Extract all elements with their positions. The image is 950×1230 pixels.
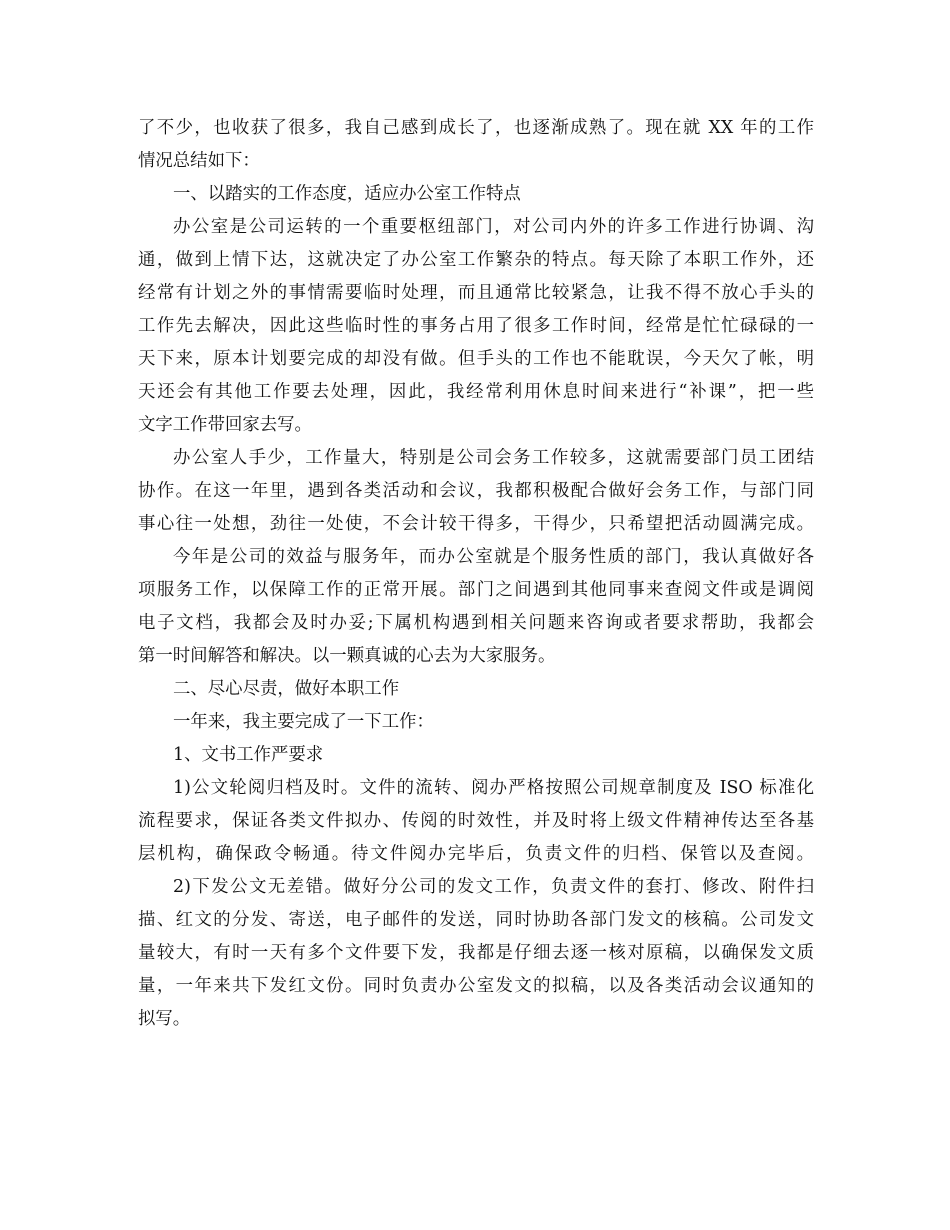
text-line: 一年来，我主要完成了一下工作： bbox=[173, 712, 434, 732]
text-line: 通，做到上情下达，这就决定了办公室工作繁杂的特点。每天除了本职工作外，还 bbox=[138, 250, 814, 270]
text-line: 事心往一处想，劲往一处使，不会计较干得多，干得少，只希望把活动圆满完成。 bbox=[138, 514, 814, 534]
text-line: 2)下发公文无差错。做好分公司的发文工作，负责文件的套打、修改、附件扫 bbox=[173, 877, 814, 897]
section-heading: 一、以踏实的工作态度，适应办公室工作特点 bbox=[173, 184, 521, 204]
text-line: 协作。在这一年里，遇到各类活动和会议，我都积极配合做好会务工作，与部门同 bbox=[138, 481, 814, 501]
text-line: 项服务工作，以保障工作的正常开展。部门之间遇到其他同事来查阅文件或是调阅 bbox=[138, 580, 814, 600]
text-line: 今年是公司的效益与服务年，而办公室就是个服务性质的部门，我认真做好各 bbox=[173, 547, 814, 567]
document-body bbox=[138, 112, 814, 1036]
text-line: 经常有计划之外的事情需要临时处理，而且通常比较紧急，让我不得不放心手头的 bbox=[138, 283, 814, 303]
text-line: 描、红文的分发、寄送，电子邮件的发送，同时协助各部门发文的核稿。公司发文 bbox=[138, 910, 814, 930]
text-line: 办公室人手少，工作量大，特别是公司会务工作较多，这就需要部门员工团结 bbox=[173, 448, 814, 468]
text-line: 工作先去解决，因此这些临时性的事务占用了很多工作时间，经常是忙忙碌碌的一 bbox=[138, 316, 814, 336]
text-line: 办公室是公司运转的一个重要枢纽部门，对公司内外的许多工作进行协调、沟 bbox=[173, 217, 814, 237]
text-line: 天还会有其他工作要去处理，因此，我经常利用休息时间来进行“补课”，把一些 bbox=[138, 382, 814, 402]
text-line: 了不少，也收获了很多，我自己感到成长了，也逐渐成熟了。现在就 XX 年的工作 bbox=[138, 118, 814, 138]
text-line: 流程要求，保证各类文件拟办、传阅的时效性，并及时将上级文件精神传达至各基 bbox=[138, 811, 814, 831]
subsection-heading: 1、文书工作严要求 bbox=[173, 745, 324, 765]
text-line: 1)公文轮阅归档及时。文件的流转、阅办严格按照公司规章制度及 ISO 标准化 bbox=[173, 778, 814, 798]
section-heading: 二、尽心尽责，做好本职工作 bbox=[173, 679, 400, 699]
text-line: 量较大，有时一天有多个文件要下发，我都是仔细去逐一核对原稿，以确保发文质 bbox=[138, 943, 814, 963]
text-line: 量，一年来共下发红文份。同时负责办公室发文的拟稿，以及各类活动会议通知的 bbox=[138, 976, 814, 996]
text-line: 文字工作带回家去写。 bbox=[138, 415, 312, 435]
text-line: 拟写。 bbox=[138, 1009, 191, 1029]
text-line: 天下来，原本计划要完成的却没有做。但手头的工作也不能耽误，今天欠了帐，明 bbox=[138, 349, 814, 369]
text-line: 层机构，确保政令畅通。待文件阅办完毕后，负责文件的归档、保管以及查阅。 bbox=[138, 844, 814, 864]
text-line: 电子文档，我都会及时办妥;下属机构遇到相关问题来咨询或者要求帮助，我都会 bbox=[138, 613, 814, 633]
text-line: 情况总结如下： bbox=[138, 151, 260, 171]
text-line: 第一时间解答和解决。以一颗真诚的心去为大家服务。 bbox=[138, 646, 556, 666]
